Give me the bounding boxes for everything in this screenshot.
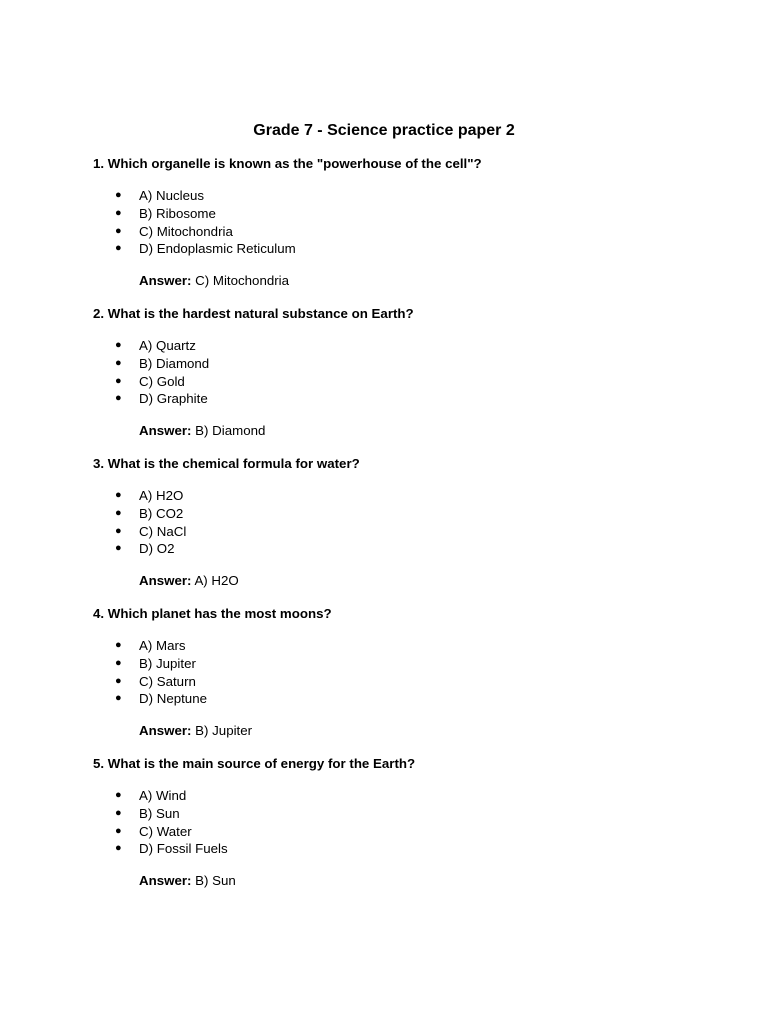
bullet-icon: ● xyxy=(115,374,122,387)
option-label: D) Graphite xyxy=(139,391,208,407)
option-label: A) Quartz xyxy=(139,338,196,353)
option-list xyxy=(93,637,713,708)
answer-label: Answer: xyxy=(139,273,192,289)
option-label: D) Endoplasmic Reticulum xyxy=(139,241,296,257)
option-item xyxy=(93,205,713,223)
page-title: Grade 7 - Science practice paper 2 xyxy=(253,122,515,139)
answer-line xyxy=(139,572,713,590)
option-item xyxy=(93,637,713,655)
question-text: 3. What is the chemical formula for water? xyxy=(93,456,360,471)
answer-value: B) Sun xyxy=(195,873,236,889)
option-label: C) Mitochondria xyxy=(139,223,233,239)
option-label: C) NaCl xyxy=(139,523,187,539)
option-label: B) CO2 xyxy=(139,505,184,521)
bullet-icon: ● xyxy=(115,489,122,501)
option-label: B) Jupiter xyxy=(139,655,196,671)
option-list xyxy=(93,187,713,258)
question-1 xyxy=(93,155,713,290)
option-item xyxy=(93,673,713,691)
answer-label: Answer: xyxy=(139,573,192,589)
bullet-icon: ● xyxy=(115,639,122,651)
option-item xyxy=(93,805,713,823)
bullet-icon: ● xyxy=(115,824,122,837)
question-4 xyxy=(93,605,713,740)
option-label: D) Fossil Fuels xyxy=(139,841,228,857)
answer-value: B) Diamond xyxy=(195,423,266,439)
option-label: A) Mars xyxy=(139,638,186,653)
bullet-icon: ● xyxy=(115,356,122,369)
bullet-icon: ● xyxy=(115,789,122,801)
bullet-icon: ● xyxy=(115,524,122,537)
option-label: B) Sun xyxy=(139,805,180,821)
answer-value: B) Jupiter xyxy=(195,723,253,739)
option-list xyxy=(93,787,713,858)
question-text: 5. What is the main source of energy for the Earth? xyxy=(93,756,416,771)
answer-value: C) Mitochondria xyxy=(195,273,290,289)
option-item xyxy=(93,355,713,373)
option-item xyxy=(93,337,713,355)
option-item xyxy=(93,690,713,708)
option-label: D) O2 xyxy=(139,541,175,557)
option-item xyxy=(93,373,713,391)
question-3 xyxy=(93,455,713,590)
option-item xyxy=(93,540,713,558)
answer-line xyxy=(139,872,713,890)
question-text: 2. What is the hardest natural substance on Earth? xyxy=(93,306,414,321)
option-item xyxy=(93,840,713,858)
option-label: D) Neptune xyxy=(139,691,207,707)
question-5 xyxy=(93,755,713,890)
option-list xyxy=(93,487,713,558)
option-item xyxy=(93,505,713,523)
question-text: 1. Which organelle is known as the "powerhouse of the cell"? xyxy=(93,156,482,171)
option-label: B) Diamond xyxy=(139,355,210,371)
bullet-icon: ● xyxy=(115,224,122,237)
question-2 xyxy=(93,305,713,440)
bullet-icon: ● xyxy=(115,242,122,255)
option-list xyxy=(93,337,713,408)
option-label: C) Gold xyxy=(139,373,185,389)
answer-label: Answer: xyxy=(139,723,192,739)
bullet-icon: ● xyxy=(115,339,122,351)
option-item xyxy=(93,223,713,241)
answer-value: A) H2O xyxy=(194,573,239,589)
option-label: C) Water xyxy=(139,823,192,839)
option-label: B) Ribosome xyxy=(139,205,216,221)
option-label: A) Wind xyxy=(139,788,187,803)
bullet-icon: ● xyxy=(115,206,122,219)
bullet-icon: ● xyxy=(115,542,122,555)
bullet-icon: ● xyxy=(115,656,122,669)
option-label: A) H2O xyxy=(139,488,184,503)
option-item xyxy=(93,655,713,673)
option-label: C) Saturn xyxy=(139,673,196,689)
answer-line xyxy=(139,722,713,740)
option-item xyxy=(93,787,713,805)
option-label: A) Nucleus xyxy=(139,188,205,203)
option-item xyxy=(93,523,713,541)
answer-label: Answer: xyxy=(139,423,192,439)
answer-line xyxy=(139,422,713,440)
answer-line xyxy=(139,272,713,290)
bullet-icon: ● xyxy=(115,506,122,519)
option-item xyxy=(93,240,713,258)
bullet-icon: ● xyxy=(115,806,122,819)
question-text: 4. Which planet has the most moons? xyxy=(93,606,332,621)
answer-label: Answer: xyxy=(139,873,192,889)
bullet-icon: ● xyxy=(115,392,122,405)
option-item xyxy=(93,390,713,408)
option-item xyxy=(93,823,713,841)
bullet-icon: ● xyxy=(115,692,122,705)
bullet-icon: ● xyxy=(115,842,122,855)
bullet-icon: ● xyxy=(115,189,122,201)
option-item xyxy=(93,187,713,205)
bullet-icon: ● xyxy=(115,674,122,687)
option-item xyxy=(93,487,713,505)
